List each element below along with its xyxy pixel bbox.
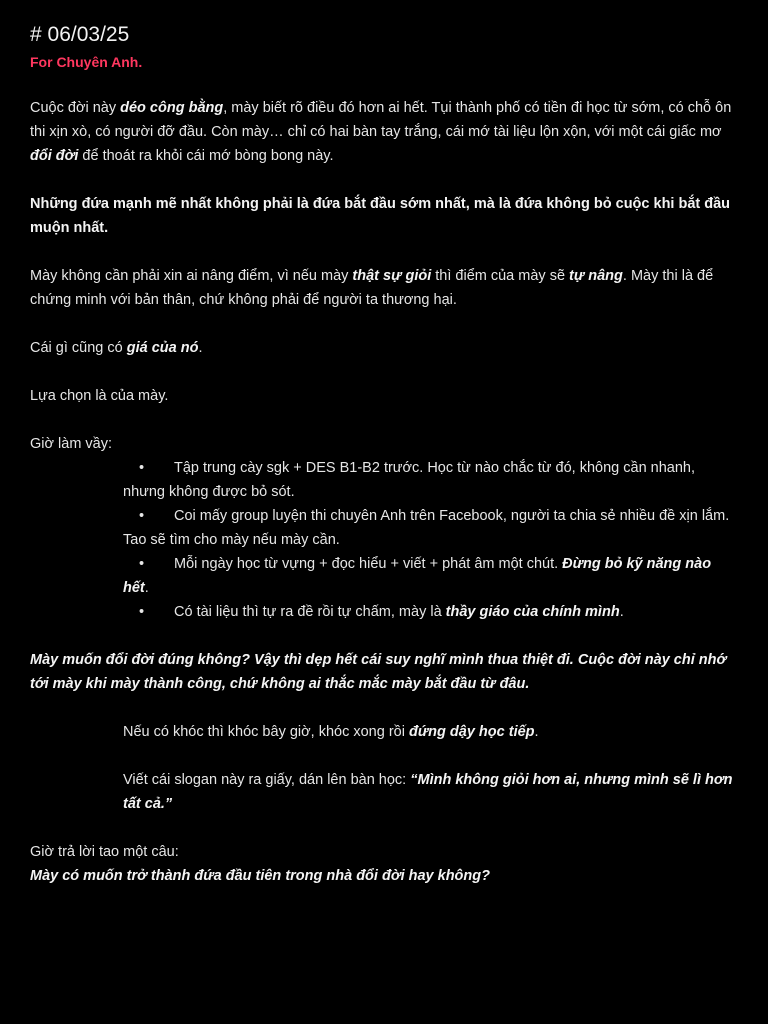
plan-list [30, 456, 738, 624]
paragraph-plan-heading: Giờ làm vầy: [30, 436, 113, 452]
list-item: • Có tài liệu thì tự ra đề rồi tự chấm, mày là thầy giáo của chính mình. [123, 600, 738, 624]
note-subtitle: For Chuyên Anh. [30, 54, 143, 70]
slogan-text: “Mình không giỏi hơn ai, nhưng mình sẽ lì hơn tất cả.” [123, 772, 733, 812]
emphasis-text: déo công bằng [120, 100, 224, 116]
paragraph-slogan: Viết cái slogan này ra giấy, dán lên bàn học: “Mình không giỏi hơn ai, nhưng mình sẽ lì hơn tất cả.” [123, 772, 733, 812]
note-title: # 06/03/25 [30, 23, 130, 46]
list-item: • Coi mấy group luyện thi chuyên Anh trên Facebook, người ta chia sẻ nhiều đề xịn lắm. Tao sẽ tìm cho mày nếu mày cần. [123, 504, 738, 552]
emphasis-text: giá của nó [126, 340, 199, 356]
list-item: • Tập trung cày sgk + DES B1-B2 trước. Học từ nào chắc từ đó, không cần nhanh, nhưng không được bỏ sót. [123, 456, 738, 504]
bullet-icon: • [139, 460, 145, 476]
paragraph-price: Cái gì cũng có giá của nó. [30, 340, 203, 356]
bullet-icon: • [139, 556, 145, 572]
bullet-icon: • [139, 604, 145, 620]
emphasis-text: đứng dậy học tiếp [408, 724, 535, 740]
bullet-icon: • [139, 508, 145, 524]
paragraph-strongest: Những đứa mạnh mẽ nhất không phải là đứa bắt đầu sớm nhất, mà là đứa không bỏ cuộc khi bắt đầu muộn nhất. [30, 196, 731, 236]
paragraph-cry: Nếu có khóc thì khóc bây giờ, khóc xong rồi đứng dậy học tiếp. [123, 724, 539, 740]
emphasis-text: thật sự giỏi [352, 268, 432, 284]
list-item: • Mỗi ngày học từ vựng + đọc hiểu + viết + phát âm một chút. Đừng bỏ kỹ năng nào hết. [123, 552, 738, 600]
paragraph-question: Mày có muốn trở thành đứa đầu tiên trong nhà đổi đời hay không? [30, 868, 490, 884]
emphasis-text: thầy giáo của chính mình [445, 604, 620, 620]
emphasis-text: đổi đời [30, 148, 79, 164]
emphasis-text: tự nâng [569, 268, 623, 284]
paragraph-question-intro: Giờ trả lời tao một câu: [30, 844, 179, 860]
paragraph-choice: Lựa chọn là của mày. [30, 388, 169, 404]
paragraph-score: Mày không cần phải xin ai nâng điểm, vì nếu mày thật sự giỏi thì điểm của mày sẽ tự nâng. Mày thi là để chứng minh với bản thân, chứ không phải để người ta thương hại. [30, 268, 714, 308]
paragraph-intro: Cuộc đời này déo công bằng, mày biết rõ điều đó hơn ai hết. Tụi thành phố có tiền đi học từ sớm, có chỗ ôn thi xịn xò, có người đỡ đầu. Còn mày… chỉ có hai bàn tay trắng, cái mớ tài liệu lộn xộn, với một cái giấc mơ đổi đời để thoát ra khỏi cái mớ bòng bong này. [30, 100, 732, 164]
emphasis-text: Đừng bỏ kỹ năng nào hết [123, 556, 712, 596]
paragraph-change-life: Mày muốn đổi đời đúng không? Vậy thì dẹp hết cái suy nghĩ mình thua thiệt đi. Cuộc đời này chỉ nhớ tới mày khi mày thành công, chứ không ai thắc mắc mày bắt đầu từ đâu. [30, 652, 727, 692]
